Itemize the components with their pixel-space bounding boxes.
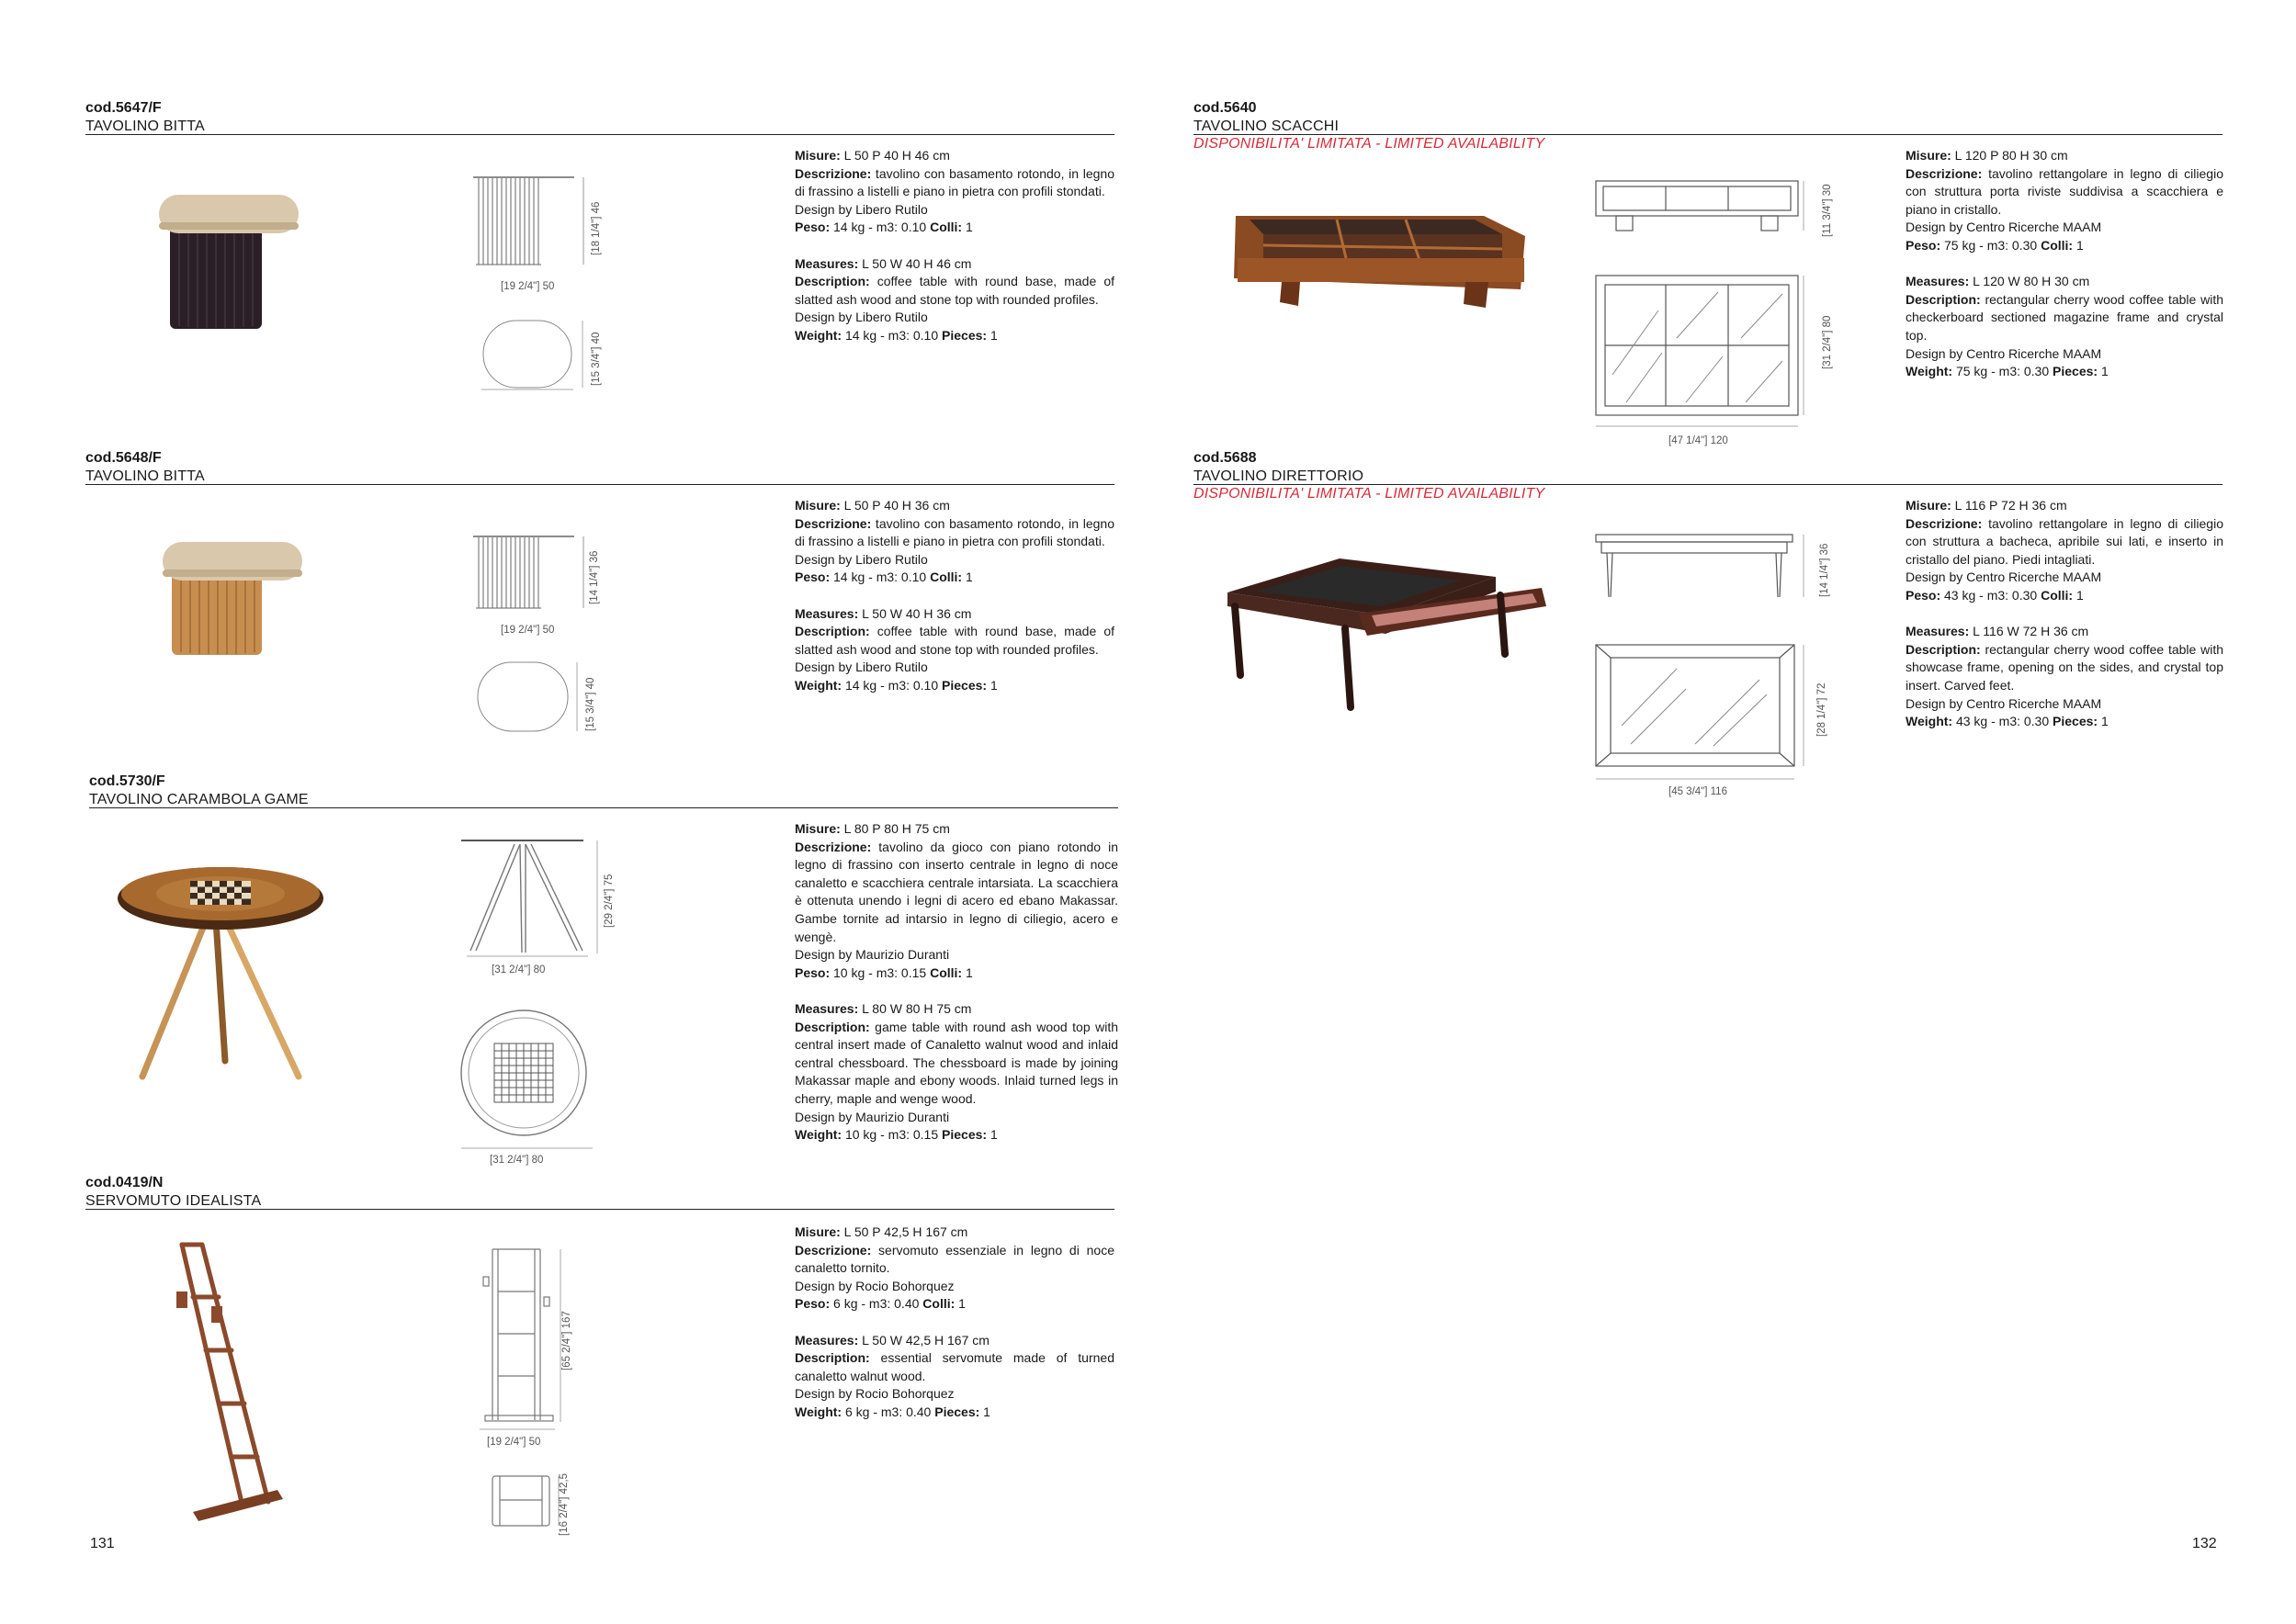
design-line: Design by Libero Rutilo	[795, 551, 928, 567]
header-rule	[1193, 134, 2222, 135]
weight-line: Weight: 14 kg - m3: 0.10 Pieces: 1	[795, 677, 998, 693]
weight-line: Weight: 10 kg - m3: 0.15 Pieces: 1	[795, 1127, 998, 1143]
product-code: cod.5688	[1193, 450, 1257, 466]
peso-line: Peso: 75 kg - m3: 0.30 Colli: 1	[1906, 237, 2084, 253]
product-description	[1906, 147, 2223, 381]
product-header	[1193, 449, 1544, 502]
descrizione-line: Descrizione: servomuto essenziale in legno di noce canaletto tornito.	[795, 1242, 1114, 1276]
front-elevation-drawing	[1594, 533, 1805, 602]
header-rule	[85, 484, 1114, 485]
design-line: Design by Rocio Bohorquez	[795, 1278, 955, 1293]
product-header	[85, 449, 205, 485]
header-rule	[85, 1209, 1114, 1210]
header-rule	[1193, 484, 2222, 485]
design-line-en: Design by Libero Rutilo	[795, 310, 928, 325]
product-photo	[115, 863, 326, 1084]
product-code: cod.5647/F	[85, 100, 162, 116]
peso-line: Peso: 43 kg - m3: 0.30 Colli: 1	[1906, 587, 2084, 603]
front-elevation-drawing	[459, 839, 606, 958]
dim-depth: [28 1/4"] 72	[1816, 682, 1827, 737]
product-name: TAVOLINO DIRETTORIO	[1193, 468, 1364, 484]
weight-line: Weight: 6 kg - m3: 0.40 Pieces: 1	[795, 1404, 990, 1419]
design-line: Design by Centro Ricerche MAAM	[1906, 570, 2102, 585]
product-code: cod.5648/F	[85, 450, 162, 466]
design-line-en: Design by Centro Ricerche MAAM	[1906, 345, 2102, 361]
measures-line: Measures: L 80 W 80 H 75 cm	[795, 1000, 972, 1016]
design-line: Design by Centro Ricerche MAAM	[1906, 220, 2102, 235]
descrizione-line: Descrizione: tavolino rettangolare in legno di ciliegio con struttura a bacheca, apribile sui lati, e inserto in cristallo del piano. Piedi intagliati.	[1906, 515, 2223, 567]
product-code: cod.5640	[1193, 100, 1257, 116]
descrizione-line: Descrizione: tavolino rettangolare in legno di ciliegio con struttura porta riviste suddivisa a scacchiera e piano in cristallo.	[1906, 165, 2223, 217]
top-view-drawing	[481, 318, 582, 391]
product-header	[85, 99, 205, 135]
peso-line: Peso: 14 kg - m3: 0.10 Colli: 1	[795, 220, 973, 235]
product-header	[1193, 99, 1544, 152]
dim-width: [31 2/4"] 80	[492, 964, 546, 976]
product-photo	[1220, 551, 1551, 716]
product-description	[795, 497, 1114, 695]
descrizione-line: Descrizione: tavolino con basamento rotondo, in legno di frassino a listelli e piano in pietra con profili stondati.	[795, 515, 1114, 549]
dim-height: [14 1/4"] 36	[1819, 543, 1830, 597]
weight-line: Weight: 14 kg - m3: 0.10 Pieces: 1	[795, 327, 998, 343]
product-description	[795, 820, 1118, 1145]
measures-line: Measures: L 116 W 72 H 36 cm	[1906, 624, 2089, 639]
misure-line: Misure: L 50 P 40 H 36 cm	[795, 498, 950, 513]
measures-line: Measures: L 120 W 80 H 30 cm	[1906, 274, 2090, 289]
product-photo	[165, 1240, 294, 1525]
dim-width: [47 1/4"] 120	[1668, 435, 1728, 446]
peso-line: Peso: 10 kg - m3: 0.15 Colli: 1	[795, 964, 973, 980]
chessboard-icon	[190, 881, 251, 905]
header-rule	[85, 134, 1114, 135]
dim-height: [18 1/4"] 46	[591, 201, 602, 255]
measures-line: Measures: L 50 W 40 H 36 cm	[795, 605, 972, 621]
dim-width: [45 3/4"] 116	[1668, 786, 1727, 797]
front-elevation-drawing	[473, 535, 574, 612]
description-line: Description: coffee table with round base, made of slatted ash wood and stone top with rounded profiles.	[795, 624, 1114, 657]
dim-width: [19 2/4"] 50	[501, 625, 555, 636]
descrizione-line: Descrizione: tavolino con basamento rotondo, in legno di frassino a listelli e piano in pietra con profili stondati.	[795, 165, 1114, 199]
top-view-drawing	[1594, 274, 1805, 430]
dim-top-width: [31 2/4"] 80	[490, 1155, 544, 1166]
page-number-right: 132	[2192, 1536, 2217, 1551]
misure-line: Misure: L 80 P 80 H 75 cm	[795, 821, 950, 836]
product-name: TAVOLINO SCACCHI	[1193, 118, 1340, 134]
design-line-en: Design by Maurizio Duranti	[795, 1109, 950, 1124]
availability-notice: DISPONIBILITA' LIMITATA - LIMITED AVAILABILITY	[1193, 486, 1545, 502]
product-photo	[1227, 207, 1530, 312]
product-description	[795, 1224, 1114, 1422]
description-line: Description: coffee table with round base, made of slatted ash wood and stone top with rounded profiles.	[795, 274, 1114, 307]
description-line: Description: rectangular cherry wood coffee table with showcase frame, opening on the sides, and crystal top insert. Carved feet.	[1906, 641, 2223, 693]
product-header	[89, 773, 309, 808]
misure-line: Misure: L 50 P 42,5 H 167 cm	[795, 1224, 968, 1239]
description-line: Description: essential servomute made of turned canaletto walnut wood.	[795, 1350, 1114, 1383]
product-code: cod.5730/F	[89, 773, 165, 789]
dim-height: [14 1/4"] 36	[589, 550, 600, 604]
measures-line: Measures: L 50 W 42,5 H 167 cm	[795, 1332, 990, 1348]
dim-depth: [31 2/4"] 80	[1822, 315, 1833, 369]
description-line: Description: game table with round ash wood top with central insert made of Canaletto walnut wood and inlaid central chessboard. The chessboard is made by joining Makassar maple and ebony woods. Inlaid turned legs in cherry, maple and wenge wood.	[795, 1019, 1118, 1106]
design-line-en: Design by Libero Rutilo	[795, 660, 928, 675]
product-code: cod.0419/N	[85, 1175, 164, 1190]
weight-line: Weight: 75 kg - m3: 0.30 Pieces: 1	[1906, 364, 2109, 379]
product-header	[85, 1174, 261, 1210]
design-line: Design by Libero Rutilo	[795, 201, 928, 217]
product-name: TAVOLINO CARAMBOLA GAME	[89, 792, 309, 807]
top-view-drawing	[487, 1474, 560, 1529]
design-line-en: Design by Rocio Bohorquez	[795, 1386, 955, 1402]
page-number-left: 131	[90, 1536, 115, 1551]
product-photo	[156, 193, 303, 331]
product-name: SERVOMUTO IDEALISTA	[85, 1193, 262, 1209]
product-name: TAVOLINO BITTA	[85, 118, 205, 134]
header-rule	[89, 807, 1118, 808]
misure-line: Misure: L 120 P 80 H 30 cm	[1906, 148, 2068, 163]
product-name: TAVOLINO BITTA	[85, 468, 205, 484]
top-view-drawing	[476, 660, 577, 735]
dim-width: [19 2/4"] 50	[487, 1437, 541, 1448]
product-description	[1906, 497, 2223, 731]
dim-depth: [15 3/4"] 40	[591, 332, 602, 386]
dim-depth: [16 2/4"] 42,5	[559, 1472, 570, 1536]
peso-line: Peso: 14 kg - m3: 0.10 Colli: 1	[795, 570, 973, 585]
weight-line: Weight: 43 kg - m3: 0.30 Pieces: 1	[1906, 714, 2109, 729]
dim-height: [65 2/4"] 167	[561, 1311, 572, 1370]
dim-height: [29 2/4"] 75	[604, 874, 615, 928]
product-photo	[161, 542, 308, 661]
misure-line: Misure: L 50 P 40 H 46 cm	[795, 148, 950, 163]
dim-depth: [15 3/4"] 40	[585, 677, 596, 731]
top-view-drawing	[459, 1009, 597, 1151]
measures-line: Measures: L 50 W 40 H 46 cm	[795, 255, 972, 271]
dim-width: [19 2/4"] 50	[501, 281, 555, 292]
design-line: Design by Maurizio Duranti	[795, 947, 950, 963]
product-description	[795, 147, 1114, 345]
top-view-drawing	[1594, 643, 1805, 799]
description-line: Description: rectangular cherry wood coffee table with checkerboard sectioned magazine frame and crystal top.	[1906, 291, 2223, 343]
availability-notice: DISPONIBILITA' LIMITATA - LIMITED AVAILABILITY	[1193, 136, 1545, 152]
front-elevation-drawing	[1594, 179, 1805, 243]
dim-height: [11 3/4"] 30	[1822, 184, 1833, 237]
design-line-en: Design by Centro Ricerche MAAM	[1906, 695, 2102, 711]
front-elevation-drawing	[473, 175, 574, 267]
peso-line: Peso: 6 kg - m3: 0.40 Colli: 1	[795, 1296, 966, 1312]
front-elevation-drawing	[480, 1247, 562, 1431]
descrizione-line: Descrizione: tavolino da gioco con piano rotondo in legno di frassino con inserto centrale in legno di noce canaletto e scacchiera centrale intarsiata. La scacchiera è ottenuta unendo i legni di acero ed ebano Makassar. Gambe tornite ad intarsio in legno di ciliegio, acero e wengè.	[795, 839, 1118, 944]
misure-line: Misure: L 116 P 72 H 36 cm	[1906, 498, 2067, 513]
